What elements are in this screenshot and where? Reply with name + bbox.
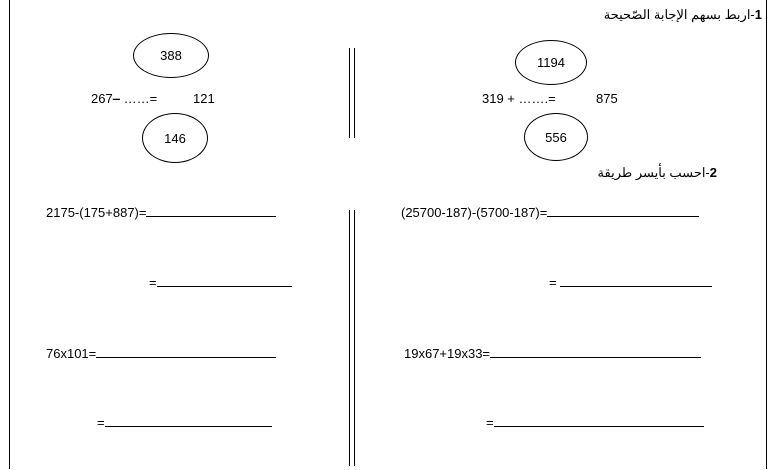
calc-row[interactable] xyxy=(97,414,272,431)
answer-line[interactable] xyxy=(490,345,701,358)
column-divider-bottom xyxy=(349,210,355,466)
question-2-title xyxy=(598,165,717,181)
minus-sign: ‒ xyxy=(112,91,120,106)
answer-value: 1194 xyxy=(537,55,565,70)
question-1-text: -اربط بسهم الإجابة الصّحيحة xyxy=(603,7,755,22)
answer-oval-top-right[interactable] xyxy=(515,40,587,85)
calc-expression: 2175-(175+887)= xyxy=(46,205,147,220)
calc-expression: = xyxy=(486,415,494,430)
answer-line[interactable] xyxy=(494,414,704,427)
equation-left-result: 121 xyxy=(193,91,215,106)
calc-expression: = xyxy=(149,275,157,290)
question-2-text: -احسب بأيسر طريقة xyxy=(597,165,710,180)
page-frame xyxy=(9,0,767,469)
equation-expression: 267 xyxy=(91,91,113,106)
answer-value: 388 xyxy=(160,48,182,63)
calc-row[interactable] xyxy=(46,204,276,221)
calc-row[interactable] xyxy=(404,345,701,362)
calc-row[interactable] xyxy=(549,274,712,291)
calc-expression: (25700-187)-(5700-187)= xyxy=(401,205,548,220)
equation-right-result: 875 xyxy=(596,91,618,106)
answer-line[interactable] xyxy=(105,414,272,427)
question-1-number: 1 xyxy=(754,7,762,22)
calc-expression: = xyxy=(549,275,561,290)
question-2-number: 2 xyxy=(709,165,717,180)
calc-expression: = xyxy=(97,415,105,430)
equation-blank: ……= xyxy=(123,91,158,106)
calc-row[interactable] xyxy=(149,274,292,291)
calc-expression: 76x101= xyxy=(46,346,97,361)
answer-line[interactable] xyxy=(96,345,276,358)
calc-row[interactable] xyxy=(46,345,276,362)
answer-line[interactable] xyxy=(547,204,699,217)
column-divider-top xyxy=(349,48,355,138)
calc-row[interactable] xyxy=(401,204,699,221)
answer-oval-bottom-right[interactable] xyxy=(524,113,588,161)
question-1-title xyxy=(604,7,762,23)
answer-line[interactable] xyxy=(560,274,712,287)
answer-line[interactable] xyxy=(157,274,292,287)
answer-value: 556 xyxy=(545,129,567,145)
equation-expression: 319 + …….= xyxy=(482,91,556,106)
equation-right xyxy=(482,91,556,107)
answer-value: 146 xyxy=(164,130,186,146)
answer-oval-top-left[interactable] xyxy=(133,33,209,78)
equation-left xyxy=(91,91,157,107)
calc-row[interactable] xyxy=(486,414,704,431)
calc-expression: 19x67+19x33= xyxy=(404,346,491,361)
answer-oval-bottom-left[interactable] xyxy=(142,113,208,163)
answer-line[interactable] xyxy=(146,204,276,217)
